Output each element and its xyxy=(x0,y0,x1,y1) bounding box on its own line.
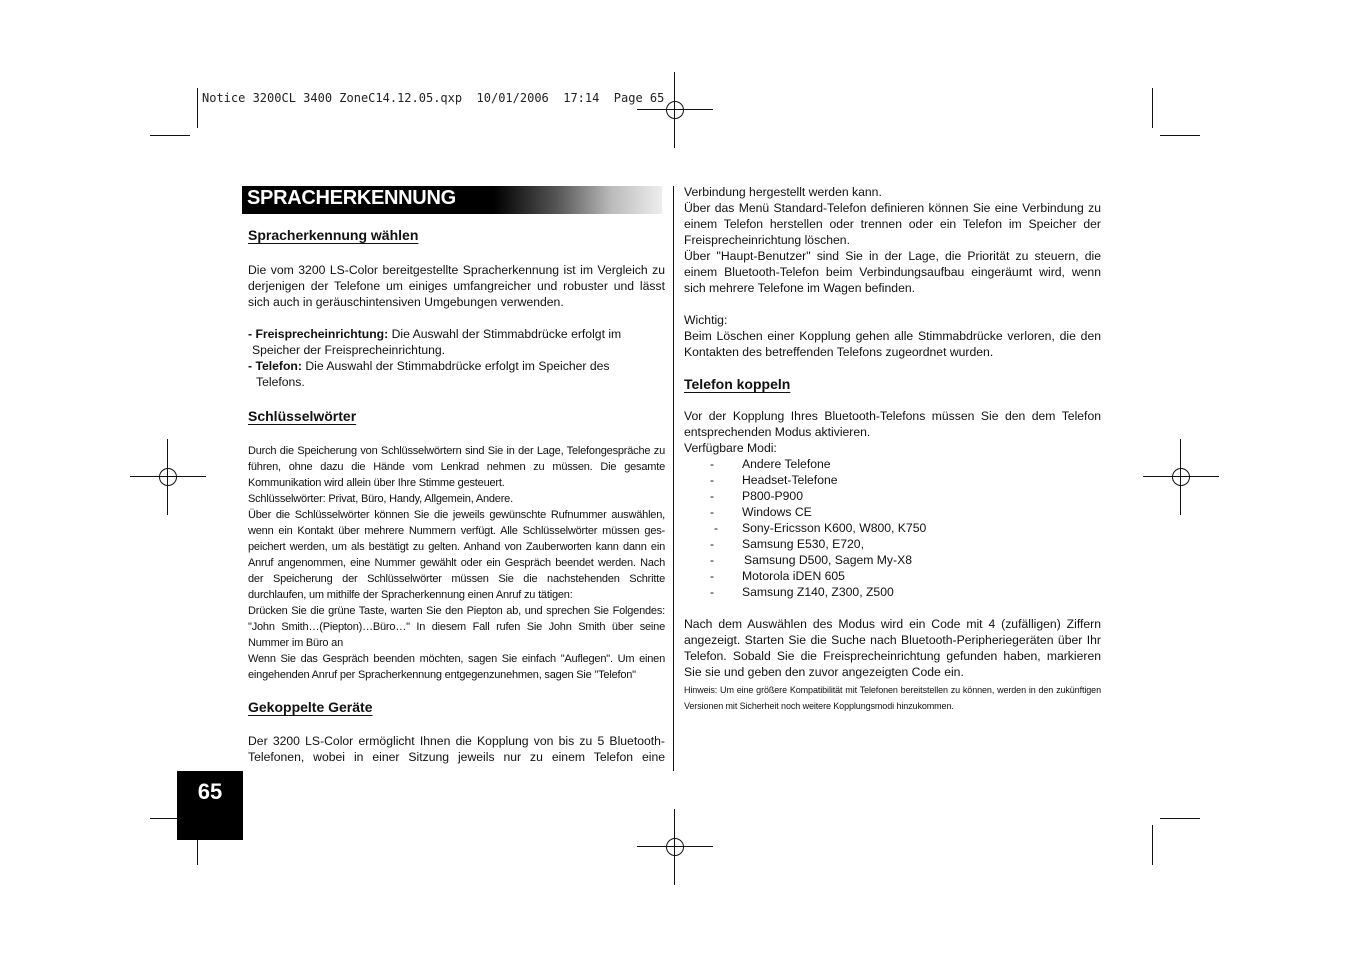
intro-paragraph: Die vom 3200 LS-Color bereitgestellte Spracherkennung ist im Vergleich zu derjenigen der Telefone um einiges umfangreicher und robuster und lässt sich auch in geräuschintensiven Umgebungen verwenden. xyxy=(248,263,665,309)
schluessel-p5: Wenn Sie das Gespräch beenden möchten, sagen Sie einfach "Auflegen". Um einen eingehenden Anruf per Spracherkennung entgegenzunehmen, sagen Sie "Telefon" xyxy=(248,653,665,681)
crop-mark xyxy=(150,135,190,136)
modi-label: Verfügbare Modi: xyxy=(684,441,777,455)
schluessel-p1: Durch die Speicherung von Schlüsselwörtern sind Sie in der Lage, Telefongespräche zu führen, ohne dazu die Hände vom Lenkrad nehmen zu müssen. Die gesamte Kommunikation wird allein über Ihre Stimme gesteuert. xyxy=(248,445,665,489)
koppeln-code-paragraph: Nach dem Auswählen des Modus wird ein Code mit 4 (zufälligen) Ziffern angezeigt. Starten Sie die Suche nach Bluetooth-Peripheriegeräten über Ihr Telefon. Sobald Sie die Freisprecheinrichtung gefunden haben, markieren Sie sie und geben den zuvor angezeigten Code ein. xyxy=(684,617,1101,679)
heading-gekoppelte-geraete: Gekoppelte Geräte xyxy=(248,699,373,715)
schluessel-p2: Schlüsselwörter: Privat, Büro, Handy, Allgemein, Andere. xyxy=(248,493,513,505)
right-p1: Verbindung hergestellt werden kann. xyxy=(684,185,882,199)
column-divider xyxy=(673,186,674,771)
right-p2: Über das Menü Standard-Telefon definieren können Sie eine Verbindung zu einem Telefon herstellen oder trennen oder ein Telefon im Speicher der Freisprecheinrichtung löschen. xyxy=(684,201,1101,247)
crop-mark xyxy=(1152,825,1153,865)
crop-mark xyxy=(197,88,198,128)
schluessel-paragraphs xyxy=(248,443,665,683)
crop-mark xyxy=(1160,135,1200,136)
bullet-label: - Telefon: xyxy=(248,359,302,373)
gekoppelt-paragraph: Der 3200 LS-Color ermöglicht Ihnen die Kopplung von bis zu 5 Bluetooth-Telefonen, wobei in einer Sitzung jeweils nur zu einem Telefon eine xyxy=(248,734,665,764)
printer-slug: Notice 3200CL 3400 ZoneC14.12.05.qxp 10/01/2006 17:14 Page 65 xyxy=(202,91,665,105)
page-number: 65 xyxy=(197,779,223,804)
schluessel-p3: Über die Schlüsselwörter können Sie die jeweils gewünschte Rufnummer auswählen, wenn ein Kontakt über mehrere Nummern verfügt. Alle Schlüsselwörter müssen ges-peichert werden, um als bestätigt zu gelten. Anhand von Zauberworten kann dann ein Anruf angenommen, eine Nummer gewählt oder ein Gespräch beendet werden. Nach der Speicherung der Schlüsselwörter müssen Sie die nachstehenden Schritte durchlaufen, um mithilfe der Spracherkennung einen Anruf zu tätigen: xyxy=(248,509,665,601)
section-title: SPRACHERKENNUNG xyxy=(247,187,456,209)
hinweis-note: Hinweis: Um eine größere Kompatibilität mit Telefonen bereitstellen zu können, werden in den zukünftigen Versionen mit Sicherheit noch weitere Kopplungsmodi hinzukommen. xyxy=(684,685,1101,711)
registration-mark-bottom xyxy=(637,809,713,885)
wichtig-block xyxy=(684,312,1101,360)
heading-spracherkennung-waehlen: Spracherkennung wählen xyxy=(248,227,419,243)
bullet-freisprecheinrichtung xyxy=(248,326,665,390)
koppeln-intro xyxy=(684,408,1101,456)
wichtig-text: Beim Löschen einer Kopplung gehen alle Stimmabdrücke verloren, die den Kontakten des betreffenden Telefons zugeordnet wurden. xyxy=(684,329,1101,359)
bullet-continuation: Speicher der Freisprecheinrichtung. xyxy=(252,343,446,357)
registration-mark-top xyxy=(637,72,713,148)
crop-mark xyxy=(1152,88,1153,128)
koppeln-p1: Vor der Kopplung Ihres Bluetooth-Telefons müssen Sie den dem Telefon entsprechenden Modus aktivieren. xyxy=(684,409,1101,439)
heading-telefon-koppeln: Telefon koppeln xyxy=(684,376,791,392)
right-top-paragraphs xyxy=(684,184,1101,296)
registration-mark-left xyxy=(130,439,206,515)
bullet-label: - Freisprecheinrichtung: xyxy=(248,327,389,341)
bullet-continuation: Telefons. xyxy=(256,375,305,389)
bullet-text: Die Auswahl der Stimmabdrücke erfolgt im xyxy=(388,327,622,341)
wichtig-label: Wichtig: xyxy=(684,313,728,327)
registration-mark-right xyxy=(1143,439,1219,515)
heading-schluesselwoerter: Schlüsselwörter xyxy=(248,408,357,424)
bullet-text: Die Auswahl der Stimmabdrücke erfolgt im Speicher des xyxy=(301,359,610,373)
crop-mark xyxy=(1160,818,1200,819)
right-p3: Über "Haupt-Benutzer" sind Sie in der Lage, die Priorität zu steuern, die einem Bluetooth-Telefon beim Verbindungsaufbau eingeräumt wird, wenn sich mehrere Telefone im Wagen befinden. xyxy=(684,249,1101,295)
schluessel-p4: Drücken Sie die grüne Taste, warten Sie den Piepton ab, und sprechen Sie Folgendes: "John Smith…(Piepton)…Büro…" In diesem Fall rufen Sie John Smith über seine Nummer im Büro an xyxy=(248,605,665,649)
